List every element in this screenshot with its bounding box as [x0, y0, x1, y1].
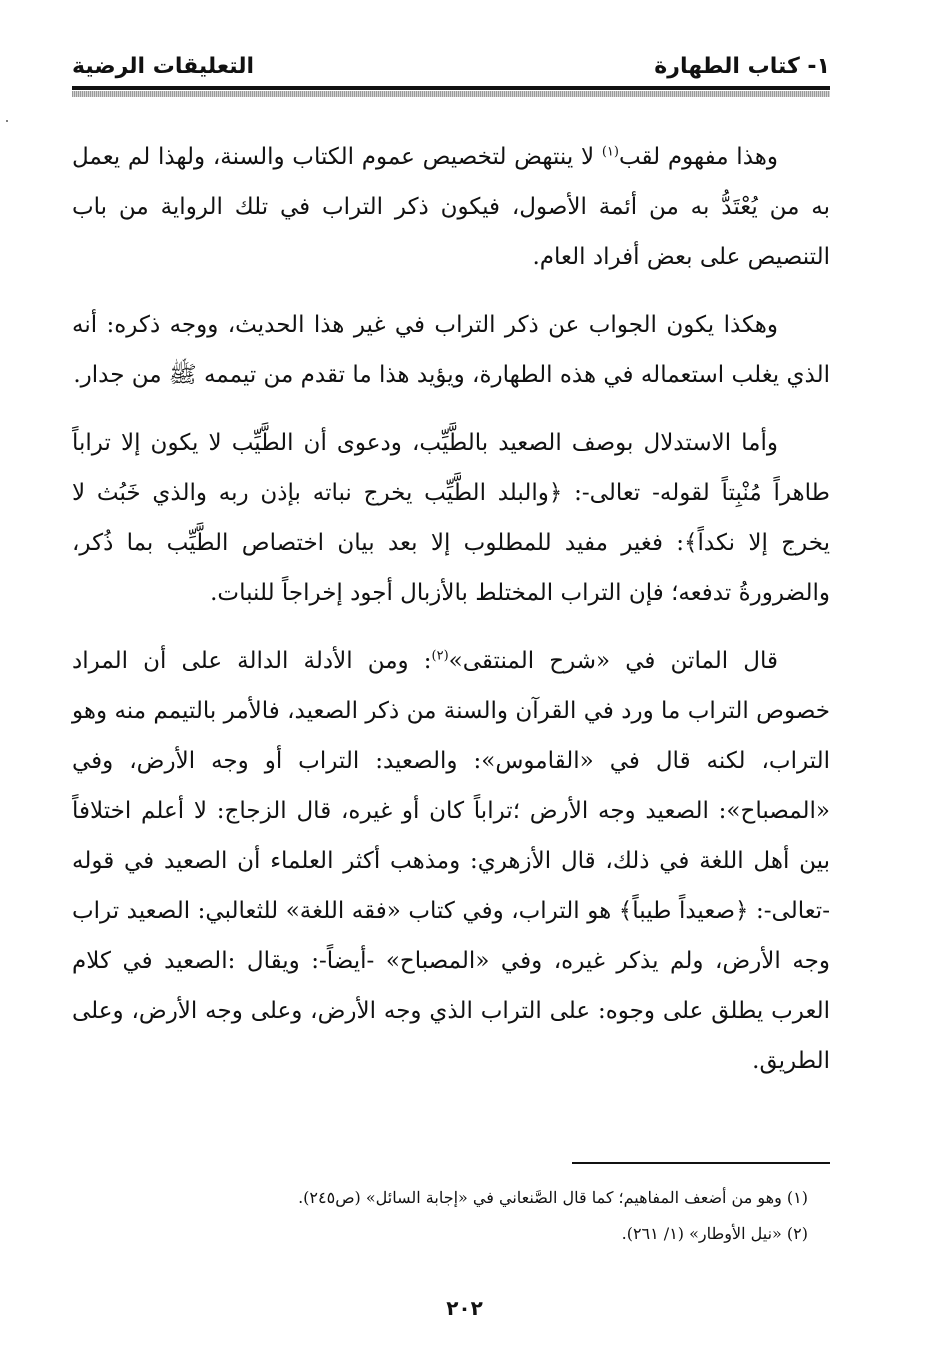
scan-speck [6, 120, 8, 122]
page-number: ٢٠٢ [446, 1296, 483, 1320]
header-chapter-title: ١- كتاب الطهارة [654, 54, 830, 79]
header-book-title: التعليقات الرضية [72, 54, 255, 79]
footnote-ref-2: (٢) [431, 648, 449, 664]
footnote-separator [572, 1162, 830, 1164]
paragraph-1 [72, 132, 830, 282]
footnotes [72, 1180, 830, 1252]
paragraph-1-text-a: وهذا مفهوم لقب [618, 144, 779, 170]
paragraph-4-text-b: : ومن الأدلة الدالة على أن المراد خصوص التراب ما ورد في القرآن والسنة من ذكر الصعيد، فالأمر بالتيمم منه وهو التراب، لكنه قال في «القاموس»: والصعيد: التراب أو وجه الأرض، وفي «المصباح»: الصعيد وجه الأرض ؛تراباً كان أو غيره، قال الزجاج: لا أعلم اختلافاً بين أهل اللغة في ذلك، قال الأزهري: ومذهب أكثر العلماء أن الصعيد في قوله -تعالى-: ﴿صعيداً طيباً﴾ هو التراب، وفي كتاب «فقه اللغة» للثعالبي: الصعيد تراب وجه الأرض، ولم يذكر غيره، وفي «المصباح» -أيضاً-: ويقال :الصعيد في كلام العرب يطلق على وجوه: على التراب الذي وجه الأرض، وعلى وجه الأرض، وعلى الطريق. [72, 648, 830, 1074]
footnote-1: (١) وهو من أضعف المفاهيم؛ كما قال الصَّنعاني في «إجابة السائل» (ص٢٤٥). [298, 1188, 808, 1207]
footnote-ref-1: (١) [601, 144, 619, 160]
paragraph-4-text-a: قال الماتن في «شرح المنتقى» [448, 648, 778, 674]
header-rule [72, 86, 830, 90]
paragraph-2: وهكذا يكون الجواب عن ذكر التراب في غير هذا الحديث، ووجه ذكره: أنه الذي يغلب استعماله في هذه الطهارة، ويؤيد هذا ما تقدم من تيممه ﷺ من جدار. [72, 312, 830, 388]
paragraph-1-text-b: لا ينتهض لتخصيص عموم الكتاب والسنة، ولهذا لم يعمل به من يُعْتَدُّ به من أئمة الأصول، فيكون ذكر التراب في تلك الرواية من باب التنصيص على بعض أفراد العام. [72, 144, 830, 270]
header-rule-shading [72, 91, 830, 97]
running-header [72, 52, 830, 88]
footnote-2: (٢) «نيل الأوطار» (١/ ٢٦١). [621, 1224, 808, 1243]
paragraph-4 [72, 636, 830, 1086]
paragraph-3: وأما الاستدلال بوصف الصعيد بالطَّيِّب، ودعوى أن الطَّيِّب لا يكون إلا تراباً طاهراً مُنْبِتاً لقوله- تعالى-: ﴿والبلد الطَّيِّب يخرج نباته بإذن ربه والذي خَبُث لا يخرج إلا نكداً﴾: فغير مفيد للمطلوب إلا بعد بيان اختصاص الطَّيِّب بما ذُكر، والضرورةُ تدفعه؛ فإن التراب المختلط بالأزبال أجود إخراجاً للنبات. [72, 430, 830, 606]
body-text [72, 132, 830, 1086]
